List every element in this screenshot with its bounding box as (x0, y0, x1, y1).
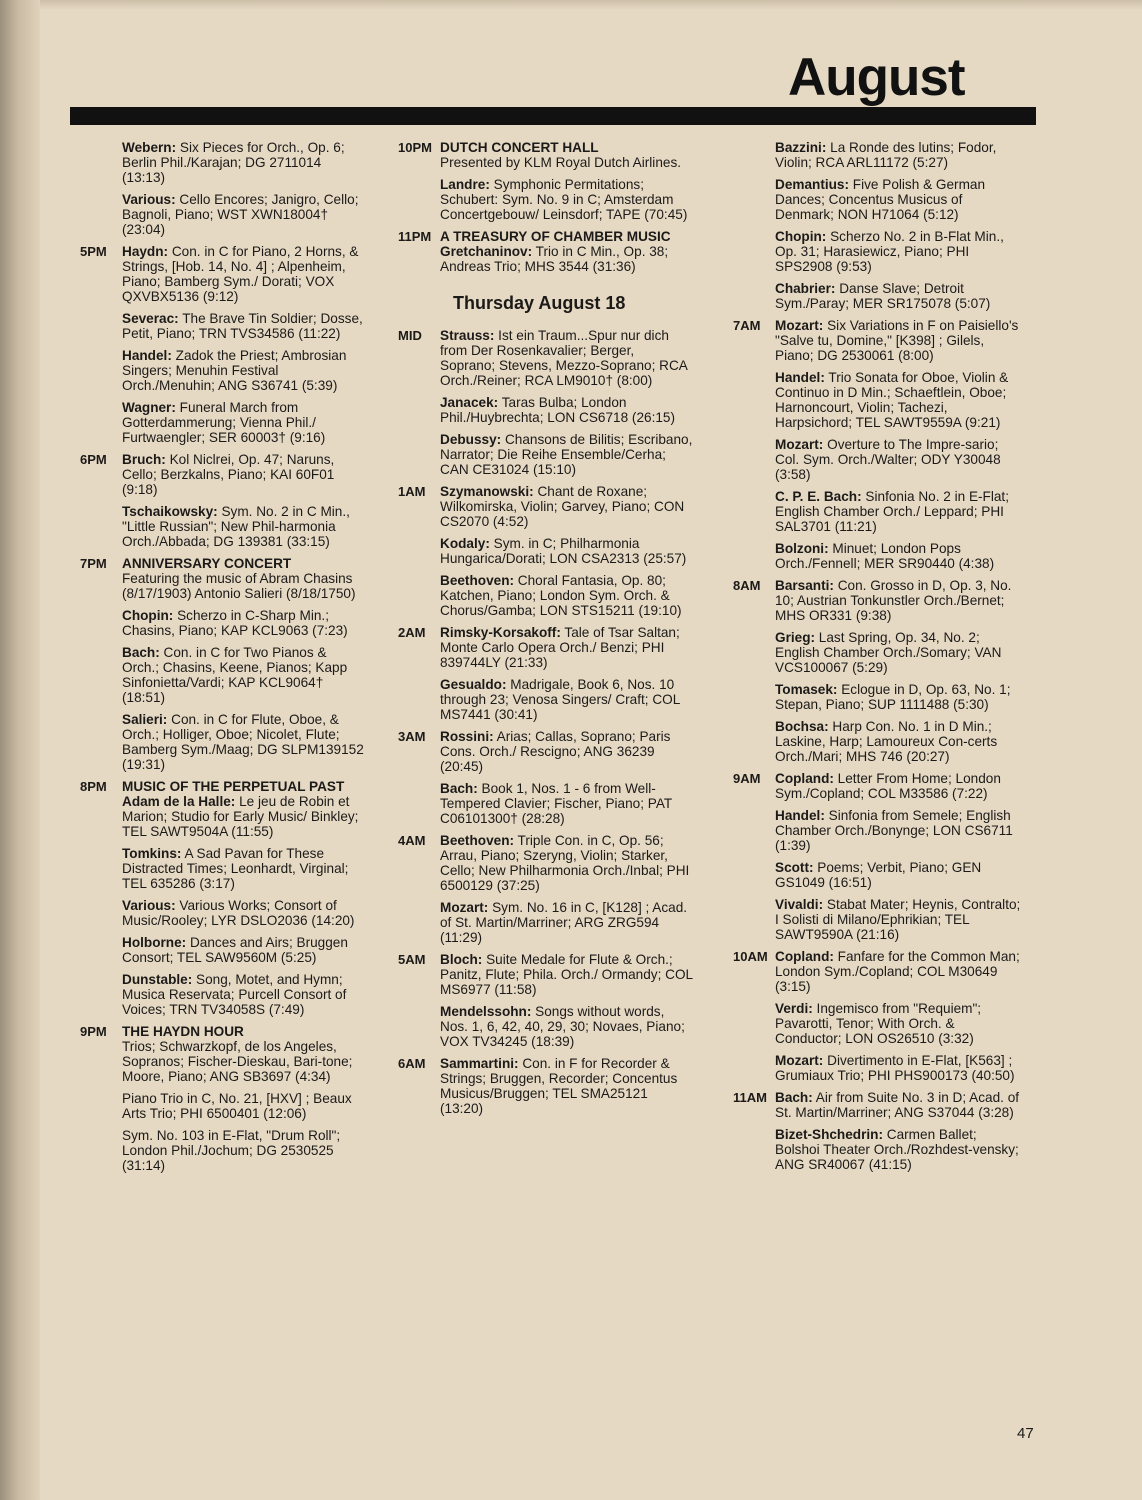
composer-name: Adam de la Halle: (122, 794, 236, 809)
time-label: 6PM (80, 452, 107, 467)
time-label (733, 140, 775, 318)
listing-entry (122, 452, 365, 497)
work-details: Le jeu de Robin et Marion; Studio for Early Music/ Binkley; TEL SAWT9504A (11:55) (122, 794, 359, 839)
work-details: Ingemisco from "Requiem"; Pavarotti, Tenor; With Orch. & Conductor; LON OS26510 (3:32) (775, 1001, 982, 1046)
composer-name: Various: (122, 192, 176, 207)
composer-name: Tomasek: (775, 682, 838, 697)
work-details: Songs without words, Nos. 1, 6, 42, 40, 29, 30; Novaes, Piano; VOX TV34245 (18:39) (440, 1004, 685, 1049)
composer-name: Various: (122, 898, 176, 913)
listing-entry (775, 437, 1023, 482)
composer-name: Bolzoni: (775, 541, 829, 556)
work-details: Ist ein Traum...Spur nur dich from Der Rosenkavalier; Berger, Soprano; Stevens, Mezzo-Soprano; RCA Orch./Reiner; RCA LM9010† (8:00) (440, 328, 688, 388)
listing-entry (440, 900, 693, 945)
work-details: Poems; Verbit, Piano; GEN GS1049 (16:51) (775, 860, 982, 890)
time-label: 7PM (80, 556, 107, 571)
program-heading: A TREASURY OF CHAMBER MUSIC (440, 229, 671, 244)
time-label: 5AM (398, 952, 426, 967)
work-details: Con. in C for Flute, Oboe, & Orch.; Holliger, Oboe; Nicolet, Flute; Bamberg Sym./Maag; DG SLPM139152 (19:31) (122, 712, 364, 772)
work-details: Triple Con. in C, Op. 56; Arrau, Piano; Szeryng, Violin; Starker, Cello; New Philharmonia Orch./Inbal; PHI 6500129 (37:25) (440, 833, 690, 893)
listing-entry (440, 952, 693, 997)
work-details: Con. in F for Recorder & Strings; Bruggen, Recorder; Concentus Musicus/Bruggen; TEL SMA25121 (13:20) (440, 1056, 678, 1116)
listing-entry (775, 1053, 1023, 1083)
listing-entry (122, 972, 365, 1017)
work-details: Con. in C for Two Pianos & Orch.; Chasins, Keene, Pianos; Kapp Sinfonietta/Vardi; KAP KCL9064† (18:51) (122, 645, 348, 705)
time-slot (398, 1056, 693, 1123)
work-details: Carmen Ballet; Bolshoi Theater Orch./Rozhdest-vensky; ANG SR40067 (41:15) (775, 1127, 1019, 1172)
composer-name: Mozart: (775, 437, 824, 452)
header-rule (70, 107, 1036, 125)
slot-listings (775, 578, 1023, 771)
work-details: La Ronde des lutins; Fodor, Violin; RCA ARL11172 (5:27) (775, 140, 997, 170)
composer-name: Copland: (775, 949, 834, 964)
listing-entry (122, 400, 365, 445)
listing-entry (775, 281, 1023, 311)
slot-listings (440, 328, 693, 484)
composer-name: Handel: (775, 808, 825, 823)
work-details: Six Pieces for Orch., Op. 6; Berlin Phil./Karajan; DG 2711014 (13:13) (122, 140, 345, 185)
composer-name: Handel: (122, 348, 172, 363)
slot-listings (122, 244, 365, 452)
composer-name: Gesualdo: (440, 677, 507, 692)
composer-name: Bazzini: (775, 140, 827, 155)
work-details: Sym. in C; Philharmonia Hungarica/Dorati; LON CSA2313 (25:57) (440, 536, 687, 566)
listing-entry (440, 1056, 693, 1116)
composer-name: Barsanti: (775, 578, 834, 593)
work-details: Taras Bulba; London Phil./Huybrechta; LON CS6718 (26:15) (440, 395, 675, 425)
composer-name: Kodaly: (440, 536, 490, 551)
work-details: Choral Fantasia, Op. 80; Katchen, Piano; London Sym. Orch. & Chorus/Gamba; LON STS15211 (19:10) (440, 573, 682, 618)
listing-entry (122, 311, 365, 341)
listing-entry (122, 1091, 365, 1121)
listing-entry (122, 504, 365, 549)
listing-entry (122, 608, 365, 638)
schedule-column-3 (733, 140, 1023, 1179)
composer-name: Mendelssohn: (440, 1004, 532, 1019)
listing-entry (775, 370, 1023, 430)
work-details: Chansons de Bilitis; Escribano, Narrator; Die Reihe Ensemble/Cerha; CAN CE31024 (15:10) (440, 432, 693, 477)
time-label: 1AM (398, 484, 426, 499)
composer-name: Gretchaninov: (440, 244, 533, 259)
program-heading: ANNIVERSARY CONCERT (122, 556, 292, 571)
listing-entry (122, 244, 365, 304)
work-details: Featuring the music of Abram Chasins (8/17/1903) Antonio Salieri (8/18/1750) (122, 571, 356, 601)
composer-name: Mozart: (775, 1053, 824, 1068)
slot-listings (440, 833, 693, 952)
time-label (80, 140, 122, 244)
work-details: Harp Con. No. 1 in D Min.; Laskine, Harp; Lamoureux Con-certs Orch./Mari; MHS 746 (20:27) (775, 719, 998, 764)
composer-name: Tschaikowsky: (122, 504, 218, 519)
work-details: Arias; Callas, Soprano; Paris Cons. Orch./ Rescigno; ANG 36239 (20:45) (440, 729, 671, 774)
listing-entry (440, 432, 693, 477)
time-slot (733, 949, 1023, 1090)
composer-name: Bach: (122, 645, 160, 660)
listing-entry (122, 571, 365, 601)
listing-entry (440, 395, 693, 425)
composer-name: Severac: (122, 311, 179, 326)
page-spine-shadow (0, 0, 40, 1500)
listing-entry (775, 140, 1023, 170)
composer-name: Bizet-Shchedrin: (775, 1127, 883, 1142)
page-top-edge (40, 0, 1142, 10)
listing-entry (440, 677, 693, 722)
time-slot (80, 779, 365, 1024)
slot-listings (440, 484, 693, 625)
composer-name: Holborne: (122, 935, 187, 950)
time-slot (398, 328, 693, 484)
work-details: Divertimento in E-Flat, [K563] ; Grumiaux Trio; PHI PHS900173 (40:50) (775, 1053, 1015, 1083)
time-slot (398, 729, 693, 833)
composer-name: Bach: (775, 1090, 813, 1105)
composer-name: Verdi: (775, 1001, 813, 1016)
listing-entry (440, 833, 693, 893)
listing-entry (775, 1127, 1023, 1172)
slot-listings (440, 140, 693, 229)
work-details: Various Works; Consort of Music/Rooley; LYR DSLO2036 (14:20) (122, 898, 355, 928)
time-label: 8PM (80, 779, 107, 794)
work-details: Sinfonia No. 2 in E-Flat; English Chamber Orch./ Leppard; PHI SAL3701 (11:21) (775, 489, 1009, 534)
composer-name: Chopin: (122, 608, 174, 623)
composer-name: Mozart: (440, 900, 489, 915)
work-details: Chant de Roxane; Wilkomirska, Violin; Garvey, Piano; CON CS2070 (4:52) (440, 484, 685, 529)
listing-entry (440, 729, 693, 774)
work-details: Suite Medale for Flute & Orch.; Panitz, Flute; Phila. Orch./ Ormandy; COL MS6977 (11:58) (440, 952, 693, 997)
slot-listings (440, 625, 693, 729)
listing-entry (440, 244, 693, 274)
work-details: Danse Slave; Detroit Sym./Paray; MER SR175078 (5:07) (775, 281, 991, 311)
slot-listings (775, 771, 1023, 949)
listing-entry (122, 846, 365, 891)
work-details: The Brave Tin Soldier; Dosse, Petit, Piano; TRN TVS34586 (11:22) (122, 311, 363, 341)
schedule-column-2 (398, 140, 693, 1123)
work-details: Eclogue in D, Op. 63, No. 1; Stepan, Piano; SUP 1111488 (5:30) (775, 682, 1011, 712)
composer-name: Demantius: (775, 177, 850, 192)
work-details: Dances and Airs; Bruggen Consort; TEL SAW9560M (5:25) (122, 935, 348, 965)
listing-entry (440, 536, 693, 566)
time-slot (80, 1024, 365, 1180)
work-details: Cello Encores; Janigro, Cello; Bagnoli, Piano; WST XWN18004† (23:04) (122, 192, 359, 237)
composer-name: Bruch: (122, 452, 166, 467)
work-details: Sym. No. 16 in C, [K128] ; Acad. of St. Martin/Marriner; ARG ZRG594 (11:29) (440, 900, 688, 945)
time-label: 4AM (398, 833, 426, 848)
composer-name: C. P. E. Bach: (775, 489, 862, 504)
listing-entry (122, 645, 365, 705)
work-details: Piano Trio in C, No. 21, [HXV] ; Beaux Arts Trio; PHI 6500401 (12:06) (122, 1091, 352, 1121)
work-details: Kol Niclrei, Op. 47; Naruns, Cello; Berzkalns, Piano; KAI 60F01 (9:18) (122, 452, 335, 497)
time-label: 9AM (733, 771, 761, 786)
time-label: MID (398, 328, 422, 343)
listing-entry (122, 898, 365, 928)
work-details: Air from Suite No. 3 in D; Acad. of St. Martin/Marriner; ANG S37044 (3:28) (775, 1090, 1020, 1120)
work-details: Scherzo No. 2 in B-Flat Min., Op. 31; Harasiewicz, Piano; PHI SPS2908 (9:53) (775, 229, 1004, 274)
page-title: August (788, 48, 965, 107)
composer-name: Sammartini: (440, 1056, 519, 1071)
composer-name: Grieg: (775, 630, 816, 645)
composer-name: Dunstable: (122, 972, 193, 987)
listing-entry (122, 140, 365, 185)
composer-name: Tomkins: (122, 846, 182, 861)
composer-name: Copland: (775, 771, 834, 786)
listing-entry (775, 541, 1023, 571)
work-details: Con. Grosso in D, Op. 3, No. 10; Austrian Tonkunstler Orch./Bernet; MHS OR331 (9:38) (775, 578, 1012, 623)
work-details: Con. in C for Piano, 2 Horns, & Strings, [Hob. 14, No. 4] ; Alpenheim, Piano; Bamberg Sym./ Dorati; VOX QXVBX5136 (9:12) (122, 244, 359, 304)
time-slot (80, 244, 365, 452)
slot-listings (775, 318, 1023, 578)
listing-entry (775, 177, 1023, 222)
composer-name: Strauss: (440, 328, 495, 343)
listing-entry (122, 935, 365, 965)
time-label: 2AM (398, 625, 426, 640)
work-details: Stabat Mater; Heynis, Contralto; I Solisti di Milano/Ephrikian; TEL SAWT9590A (21:16) (775, 897, 1021, 942)
time-slot (80, 140, 365, 244)
composer-name: Bochsa: (775, 719, 829, 734)
composer-name: Rossini: (440, 729, 494, 744)
time-slot (733, 318, 1023, 578)
composer-name: Rimsky-Korsakoff: (440, 625, 561, 640)
page-number: 47 (1017, 1425, 1034, 1442)
work-details: Funeral March from Gotterdammerung; Vienna Phil./ Furtwaengler; SER 60003† (9:16) (122, 400, 326, 445)
time-label: 7AM (733, 318, 761, 333)
time-label: 11PM (398, 229, 432, 244)
slot-listings (440, 1056, 693, 1123)
time-slot (398, 952, 693, 1056)
listing-entry (440, 1004, 693, 1049)
work-details: Overture to The Impre-sario; Col. Sym. Orch./Walter; ODY Y30048 (3:58) (775, 437, 1001, 482)
slot-listings (440, 952, 693, 1056)
listing-entry (775, 808, 1023, 853)
work-details: Trios; Schwarzkopf, de los Angeles, Sopranos; Fischer-Dieskau, Bari-tone; Moore, Piano; ANG SB3697 (4:34) (122, 1039, 353, 1084)
composer-name: Bach: (440, 781, 478, 796)
program-heading: MUSIC OF THE PERPETUAL PAST (122, 779, 345, 794)
composer-name: Wagner: (122, 400, 176, 415)
slot-listings (440, 229, 693, 281)
listing-entry (122, 348, 365, 393)
listing-entry (775, 719, 1023, 764)
work-details: Minuet; London Pops Orch./Fennell; MER SR90440 (4:38) (775, 541, 995, 571)
listing-entry (775, 630, 1023, 675)
time-slot (398, 625, 693, 729)
listing-entry (440, 177, 693, 222)
listing-entry (122, 1128, 365, 1173)
work-details: Song, Motet, and Hymn; Musica Reservata; Purcell Consort of Voices; TRN TV34058S (7:49) (122, 972, 347, 1017)
program-heading: DUTCH CONCERT HALL (440, 140, 599, 155)
slot-listings (122, 556, 365, 779)
work-details: Book 1, Nos. 1 - 6 from Well-Tempered Clavier; Fischer, Piano; PAT C06101300† (28:28) (440, 781, 672, 826)
composer-name: Janacek: (440, 395, 499, 410)
listing-entry (122, 1039, 365, 1084)
slot-listings (122, 1024, 365, 1180)
work-details: Six Variations in F on Paisiello's "Salve tu, Domine," [K398] ; Gilels, Piano; DG 2530061 (8:00) (775, 318, 1019, 363)
work-details: Tale of Tsar Saltan; Monte Carlo Opera Orch./ Benzi; PHI 839744LY (21:33) (440, 625, 680, 670)
slot-listings (440, 729, 693, 833)
time-slot (733, 578, 1023, 771)
listing-entry (775, 1090, 1023, 1120)
composer-name: Vivaldi: (775, 897, 824, 912)
time-slot (733, 140, 1023, 318)
time-label: 9PM (80, 1024, 107, 1039)
listing-entry (440, 625, 693, 670)
work-details: Symphonic Permitations; Schubert: Sym. No. 9 in C; Amsterdam Concertgebouw/ Leinsdorf; TAPE (70:45) (440, 177, 688, 222)
slot-listings (775, 1090, 1023, 1179)
listing-entry (440, 155, 693, 170)
slot-listings (122, 140, 365, 244)
listing-entry (775, 229, 1023, 274)
work-details: Scherzo in C-Sharp Min.; Chasins, Piano; KAP KCL9063 (7:23) (122, 608, 348, 638)
listing-entry (775, 897, 1023, 942)
listing-entry (775, 578, 1023, 623)
listing-entry (775, 682, 1023, 712)
time-slot (398, 484, 693, 625)
time-slot (398, 140, 693, 229)
time-label: 3AM (398, 729, 426, 744)
work-details: Zadok the Priest; Ambrosian Singers; Menuhin Festival Orch./Menuhin; ANG S36741 (5:39) (122, 348, 347, 393)
time-label: 10PM (398, 140, 432, 155)
time-label: 10AM (733, 949, 768, 964)
time-label: 11AM (733, 1090, 767, 1105)
time-slot (80, 452, 365, 556)
work-details: Sym. No. 2 in C Min., "Little Russian"; New Phil-harmonia Orch./Abbada; DG 139381 (33:15) (122, 504, 350, 549)
listing-entry (775, 1001, 1023, 1046)
composer-name: Debussy: (440, 432, 502, 447)
schedule-column-1 (80, 140, 365, 1180)
time-slot (733, 1090, 1023, 1179)
work-details: Trio Sonata for Oboe, Violin & Continuo in D Min.; Schaeftlein, Oboe; Harnoncourt, Violin; Tachezi, Harpsichord; TEL SAWT9559A (9:21) (775, 370, 1009, 430)
listing-entry (440, 781, 693, 826)
day-heading: Thursday August 18 (453, 293, 626, 313)
time-slot (733, 771, 1023, 949)
composer-name: Beethoven: (440, 573, 515, 588)
listing-entry (775, 318, 1023, 363)
time-label: 6AM (398, 1056, 426, 1071)
time-slot (80, 556, 365, 779)
slot-listings (775, 140, 1023, 318)
listing-entry (775, 771, 1023, 801)
composer-name: Chopin: (775, 229, 827, 244)
work-details: Sym. No. 103 in E-Flat, "Drum Roll"; London Phil./Jochum; DG 2530525 (31:14) (122, 1128, 341, 1173)
listing-entry (775, 949, 1023, 994)
listing-entry (440, 328, 693, 388)
time-slot (398, 833, 693, 952)
work-details: Fanfare for the Common Man; London Sym./Copland; COL M30649 (3:15) (775, 949, 1020, 994)
composer-name: Handel: (775, 370, 825, 385)
listing-entry (122, 794, 365, 839)
composer-name: Scott: (775, 860, 814, 875)
listing-entry (440, 484, 693, 529)
work-details: Last Spring, Op. 34, No. 2; English Chamber Orch./Somary; VAN VCS100067 (5:29) (775, 630, 1002, 675)
time-slot (398, 229, 693, 281)
listing-entry (122, 192, 365, 237)
work-details: Five Polish & German Dances; Concentus Musicus of Denmark; NON H71064 (5:12) (775, 177, 986, 222)
composer-name: Landre: (440, 177, 490, 192)
slot-listings (775, 949, 1023, 1090)
composer-name: Chabrier: (775, 281, 836, 296)
work-details: Madrigale, Book 6, Nos. 10 through 23; Venosa Singers/ Craft; COL MS7441 (30:41) (440, 677, 680, 722)
composer-name: Haydn: (122, 244, 169, 259)
work-details: A Sad Pavan for These Distracted Times; Leonhardt, Virginal; TEL 635286 (3:17) (122, 846, 349, 891)
slot-listings (122, 452, 365, 556)
work-details: Letter From Home; London Sym./Copland; COL M33586 (7:22) (775, 771, 1001, 801)
composer-name: Szymanowski: (440, 484, 534, 499)
listing-entry (775, 860, 1023, 890)
listing-entry (775, 489, 1023, 534)
listing-entry (122, 712, 365, 772)
composer-name: Salieri: (122, 712, 168, 727)
work-details: Sinfonia from Semele; English Chamber Orch./Bonynge; LON CS6711 (1:39) (775, 808, 1013, 853)
time-label: 8AM (733, 578, 761, 593)
work-details: Trio in C Min., Op. 38; Andreas Trio; MHS 3544 (31:36) (440, 244, 669, 274)
slot-listings (122, 779, 365, 1024)
program-heading: THE HAYDN HOUR (122, 1024, 244, 1039)
listing-entry (440, 573, 693, 618)
time-label: 5PM (80, 244, 107, 259)
composer-name: Webern: (122, 140, 177, 155)
composer-name: Beethoven: (440, 833, 515, 848)
work-details: Presented by KLM Royal Dutch Airlines. (440, 155, 682, 170)
composer-name: Mozart: (775, 318, 824, 333)
composer-name: Bloch: (440, 952, 483, 967)
